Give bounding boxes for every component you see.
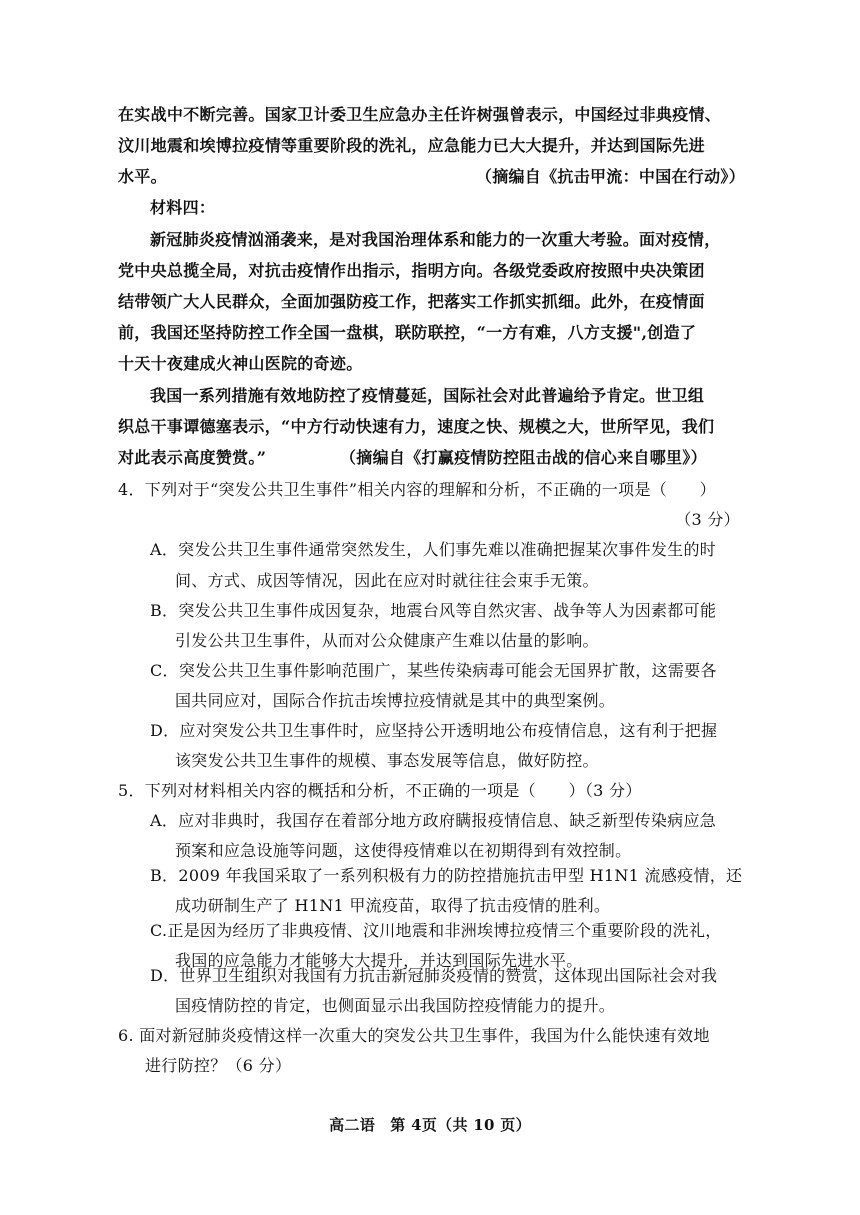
page-footer: 高二语 第 4页（共 10 页）: [329, 1116, 531, 1134]
material4-p1-line-5: 十天十夜建成火神山医院的奇迹。: [118, 354, 363, 373]
question-4-score: （3 分）: [675, 510, 740, 529]
question-5-option-c-line-2: 我国的应急能力才能够大大提升，并达到国际先进水平。: [175, 951, 583, 970]
question-4-option-b-line-2: 引发公共卫生事件，从而对公众健康产生难以估量的影响。: [175, 631, 599, 650]
question-4-option-d-line-1: D．应对突发公共卫生事件时，应坚持公开透明地公布疫情信息，这有利于把握: [150, 721, 718, 740]
question-5-option-d-line-2: 国疫情防控的肯定，也侧面显示出我国防控疫情能力的提升。: [175, 996, 616, 1015]
material4-p2-line-1: 我国一系列措施有效地防控了疫情蔓延，国际社会对此普遍给予肯定。世卫组: [150, 386, 705, 405]
material4-p1-line-2: 党中央总揽全局，对抗击疫情作出指示，指明方向。各级党委政府按照中央决策团: [118, 261, 705, 280]
question-4-option-a-line-2: 间、方式、成因等情况，因此在应对时就往往会束手无策。: [175, 571, 599, 590]
material3-line-3: 水平。: [118, 167, 167, 186]
material4-p1-line-3: 结带领广大人民群众，全面加强防疫工作，把落实工作抓实抓细。此外，在疫情面: [118, 292, 705, 311]
question-5-stem: 5．下列对材料相关内容的概括和分析，不正确的一项是（ ）（3 分）: [118, 781, 642, 800]
material3-line-1: 在实战中不断完善。国家卫计委卫生应急办主任许树强曾表示，中国经过非典疫情、: [118, 105, 722, 124]
question-5-option-b-line-2: 成功研制生产了 H1N1 甲流疫苗，取得了抗击疫情的胜利。: [175, 896, 611, 915]
question-5-option-c-line-1: C.正是因为经历了非典疫情、汶川地震和非洲埃博拉疫情三个重要阶段的洗礼，: [150, 921, 722, 940]
question-4-option-c-line-2: 国共同应对，国际合作抗击埃博拉疫情就是其中的典型案例。: [175, 691, 616, 710]
question-4-option-d-line-2: 该突发公共卫生事件的规模、事态发展等信息，做好防控。: [175, 751, 599, 770]
question-4-option-a-line-1: A．突发公共卫生事件通常突然发生，人们事先难以准确把握某次事件发生的时: [150, 540, 717, 559]
question-4-option-b-line-1: B．突发公共卫生事件成因复杂，地震台风等自然灾害、战争等人为因素都可能: [150, 601, 717, 620]
material4-p2-line-3: 对此表示高度赞赏。”: [118, 448, 267, 467]
material4-heading: 材料四：: [150, 198, 216, 217]
question-4-stem: 4．下列对于“突发公共卫生事件”相关内容的理解和分析，不正确的一项是（ ）: [118, 480, 716, 499]
material3-source: （摘编自《抗击甲流：中国在行动》）: [475, 167, 745, 186]
question-5-option-a-line-2: 预案和应急设施等问题，这使得疫情难以在初期得到有效控制。: [175, 841, 632, 860]
question-5-option-d-line-1: D．世界卫生组织对我国有力抗击新冠肺炎疫情的赞赏，这体现出国际社会对我: [150, 966, 718, 985]
material4-p1-line-1: 新冠肺炎疫情汹涌袭来，是对我国治理体系和能力的一次重大考验。面对疫情，: [150, 230, 721, 249]
material4-p1-line-4: 前，我国还坚持防控工作全国一盘棋，联防联控，“一方有难，八方支援",创造了: [118, 323, 697, 342]
question-6-line-2: 进行防控？（6 分）: [145, 1056, 292, 1075]
material4-p2-line-2: 织总干事谭德塞表示，“中方行动快速有力，速度之快、规模之大，世所罕见，我们: [118, 417, 715, 436]
question-6-line-1: 6. 面对新冠肺炎疫情这样一次重大的突发公共卫生事件，我国为什么能快速有效地: [118, 1026, 710, 1045]
material3-line-2: 汶川地震和埃博拉疫情等重要阶段的洗礼，应急能力已大大提升，并达到国际先进: [118, 136, 705, 155]
question-4-option-c-line-1: C．突发公共卫生事件影响范围广，某些传染病毒可能会无国界扩散，这需要各: [150, 661, 717, 680]
material4-source: （摘编自《打赢疫情防控阻击战的信心来自哪里》）: [340, 448, 707, 467]
question-5-option-a-line-1: A．应对非典时，我国存在着部分地方政府瞒报疫情信息、缺乏新型传染病应急: [150, 811, 717, 830]
question-5-option-b-line-1: B．2009 年我国采取了一系列积极有力的防控措施抗击甲型 H1N1 流感疫情，还: [150, 866, 743, 885]
